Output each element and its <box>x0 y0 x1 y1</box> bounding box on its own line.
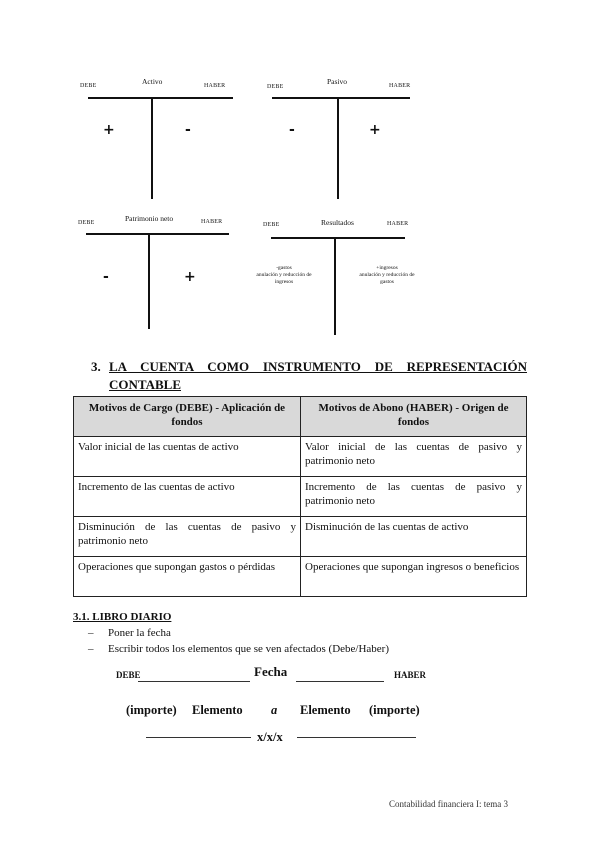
list-item: – Escribir todos los elementos que se ven afectados (Debe/Haber) <box>88 643 390 655</box>
journal-elemento-right: Elemento <box>300 703 351 717</box>
table-cell: Valor inicial de las cuentas de activo <box>74 437 301 477</box>
table-cell: Operaciones que supongan gastos o pérdidas <box>74 557 301 597</box>
t-account-horizontal-line <box>271 237 405 239</box>
t-account-title: Activo <box>142 77 163 86</box>
t-account-left-sign: - <box>289 122 295 138</box>
journal-date-line-left <box>146 737 251 738</box>
journal-elemento-left: Elemento <box>192 703 243 717</box>
t-account-right-sign: + <box>369 122 381 138</box>
t-account-right-note: +ingresos anulación y reducción de gastos <box>359 265 415 285</box>
table-cell: Disminución de las cuentas de pasivo y patrimonio neto <box>74 517 301 557</box>
table-row <box>74 437 527 477</box>
table-cell: Disminución de las cuentas de activo <box>301 517 527 557</box>
journal-debe-label: DEBE <box>116 670 141 680</box>
t-account-left-sign: + <box>103 122 115 138</box>
journal-underline-right <box>296 681 384 682</box>
t-account-haber-label: HABER <box>387 221 409 227</box>
journal-underline-left <box>138 681 250 682</box>
t-account-right-sign: - <box>185 122 191 138</box>
t-account-debe-label: DEBE <box>267 84 284 90</box>
t-account-debe-label: DEBE <box>78 220 95 226</box>
journal-importe-right: (importe) <box>369 703 420 717</box>
t-account-haber-label: HABER <box>201 219 223 225</box>
journal-date-line-right <box>297 737 416 738</box>
dash-bullet-icon: – <box>88 627 94 639</box>
t-account-horizontal-line <box>86 233 229 235</box>
t-account-haber-label: HABER <box>389 83 411 89</box>
motivos-table <box>73 396 527 597</box>
section-title-line2: CONTABLE <box>109 377 181 392</box>
table-cell: Operaciones que supongan ingresos o beneficios <box>301 557 527 597</box>
t-account-vertical-line <box>337 97 339 199</box>
table-cell: Incremento de las cuentas de activo <box>74 477 301 517</box>
t-account-vertical-line <box>334 237 336 335</box>
table-header-row <box>74 397 527 437</box>
t-account-left-note: -gastos anulación y reducción de ingresos <box>256 265 312 285</box>
table-cell: Valor inicial de las cuentas de pasivo y patrimonio neto <box>301 437 527 477</box>
t-account-vertical-line <box>151 97 153 199</box>
table-cell: Incremento de las cuentas de pasivo y patrimonio neto <box>301 477 527 517</box>
page-footer: Contabilidad financiera I: tema 3 <box>389 799 508 809</box>
libro-diario-title: 3.1. LIBRO DIARIO <box>73 611 172 623</box>
t-account-haber-label: HABER <box>204 83 226 89</box>
table-header-abono: Motivos de Abono (HABER) - Origen de fondos <box>301 397 527 437</box>
t-account-left-sign: - <box>103 269 109 285</box>
t-account-right-sign: + <box>184 269 196 285</box>
t-account-vertical-line <box>148 233 150 329</box>
journal-fecha-label: Fecha <box>254 664 288 679</box>
t-account-title: Resultados <box>321 218 354 227</box>
journal-a-connector: a <box>271 703 278 717</box>
table-row <box>74 477 527 517</box>
list-item: – Poner la fecha <box>88 627 171 639</box>
t-account-debe-label: DEBE <box>80 83 97 89</box>
t-account-horizontal-line <box>88 97 233 99</box>
t-account-horizontal-line <box>272 97 410 99</box>
table-row <box>74 517 527 557</box>
journal-haber-label: HABER <box>394 670 427 680</box>
dash-bullet-icon: – <box>88 643 94 655</box>
t-account-title: Pasivo <box>327 77 348 86</box>
journal-date: x/x/x <box>257 730 283 744</box>
libro-diario-bullets <box>88 625 389 657</box>
t-account-debe-label: DEBE <box>263 222 280 228</box>
table-row <box>74 557 527 597</box>
section-number: 3. <box>91 359 101 374</box>
journal-importe-left: (importe) <box>126 703 177 717</box>
t-account-title: Patrimonio neto <box>125 214 174 223</box>
table-header-cargo: Motivos de Cargo (DEBE) - Aplicación de fondos <box>74 397 301 437</box>
section-title-line1: LA CUENTA COMO INSTRUMENTO DE REPRESENTACIÓN <box>109 359 527 374</box>
